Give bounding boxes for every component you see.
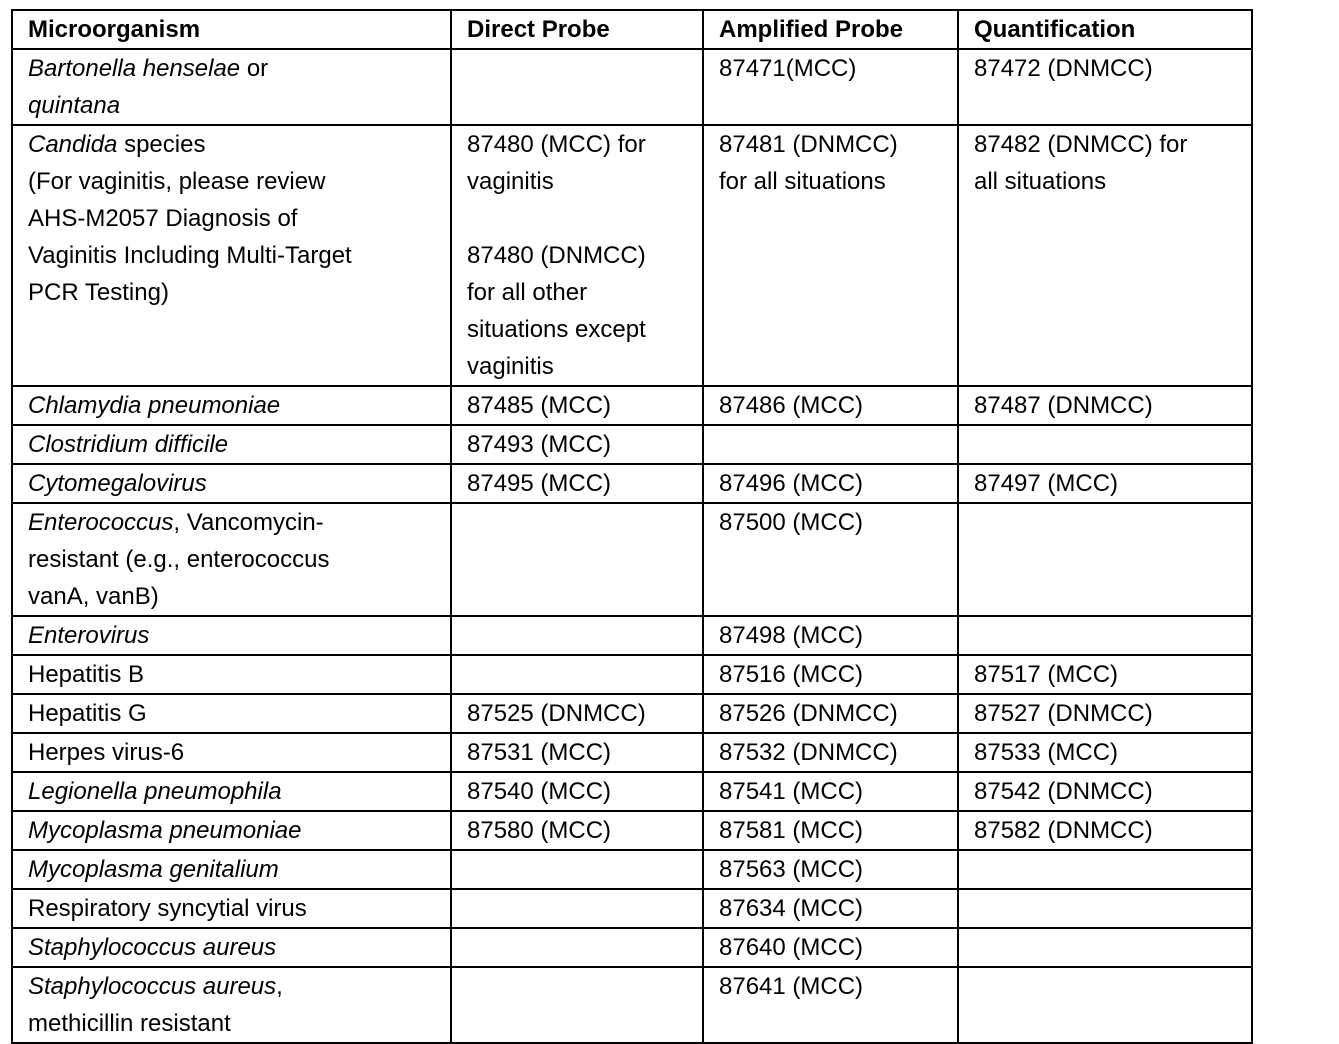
direct-probe-cell: [451, 503, 703, 616]
amplified-probe-cell: [703, 125, 958, 386]
quantification-cell: 87487 (DNMCC): [958, 386, 1252, 425]
table-row: [12, 655, 1252, 694]
quantification-cell: [958, 425, 1252, 464]
organism-name-rest: or: [240, 55, 269, 82]
amplified-probe-cell: 87500 (MCC): [703, 503, 958, 616]
microorganism-cell: Chlamydia pneumoniae: [12, 386, 451, 425]
organism-name-italic: Bartonella henselae: [28, 55, 241, 82]
cell-line: 87480 (MCC) for: [467, 131, 646, 158]
microorganism-cell: [12, 125, 451, 386]
amplified-probe-cell: 87563 (MCC): [703, 850, 958, 889]
quantification-cell: [958, 125, 1252, 386]
organism-name-rest: ,: [276, 973, 283, 1000]
organism-name-line: PCR Testing): [28, 279, 169, 306]
direct-probe-cell: 87580 (MCC): [451, 811, 703, 850]
microorganism-cell: Clostridium difficile: [12, 425, 451, 464]
microorganism-cell: Mycoplasma genitalium: [12, 850, 451, 889]
header-amplified-probe: Amplified Probe: [703, 10, 958, 49]
microorganism-cell: Hepatitis G: [12, 694, 451, 733]
direct-probe-cell: [451, 616, 703, 655]
organism-name-italic: Candida: [28, 131, 118, 158]
cell-spacer: [467, 200, 688, 237]
amplified-probe-cell: 87526 (DNMCC): [703, 694, 958, 733]
quantification-cell: 87582 (DNMCC): [958, 811, 1252, 850]
microorganism-cell: Cytomegalovirus: [12, 464, 451, 503]
cell-line: situations except: [467, 316, 646, 343]
table-row: [12, 125, 1252, 386]
quantification-cell: 87542 (DNMCC): [958, 772, 1252, 811]
quantification-cell: 87497 (MCC): [958, 464, 1252, 503]
direct-probe-cell: 87525 (DNMCC): [451, 694, 703, 733]
organism-name-line: resistant (e.g., enterococcus: [28, 546, 330, 573]
quantification-cell: 87527 (DNMCC): [958, 694, 1252, 733]
table-row: [12, 425, 1252, 464]
microorganism-cell: Enterovirus: [12, 616, 451, 655]
microorganism-cell: Respiratory syncytial virus: [12, 889, 451, 928]
header-row: [12, 10, 1252, 49]
table-row: [12, 967, 1252, 1043]
amplified-probe-cell: 87496 (MCC): [703, 464, 958, 503]
table-row: [12, 464, 1252, 503]
table-row: [12, 850, 1252, 889]
amplified-probe-cell: 87471(MCC): [703, 49, 958, 125]
microorganism-cell: Legionella pneumophila: [12, 772, 451, 811]
organism-name-line: vanA, vanB): [28, 583, 159, 610]
table-row: [12, 616, 1252, 655]
organism-name-italic: Staphylococcus aureus: [28, 973, 277, 1000]
amplified-probe-cell: 87516 (MCC): [703, 655, 958, 694]
microorganism-cell: [12, 967, 451, 1043]
direct-probe-cell: [451, 928, 703, 967]
table-row: [12, 386, 1252, 425]
cell-line: 87482 (DNMCC) for: [974, 131, 1188, 158]
header-quantification: Quantification: [958, 10, 1252, 49]
amplified-probe-cell: [703, 425, 958, 464]
quantification-cell: 87533 (MCC): [958, 733, 1252, 772]
quantification-cell: 87472 (DNMCC): [958, 49, 1252, 125]
cell-line: 87481 (DNMCC): [719, 131, 898, 158]
cell-line: for all situations: [719, 168, 886, 195]
microorganism-cell: Mycoplasma pneumoniae: [12, 811, 451, 850]
organism-name-line: (For vaginitis, please review: [28, 168, 326, 195]
quantification-cell: [958, 616, 1252, 655]
cell-line: all situations: [974, 168, 1107, 195]
table-row: [12, 772, 1252, 811]
direct-probe-cell: [451, 889, 703, 928]
cell-line: 87480 (DNMCC): [467, 242, 646, 269]
direct-probe-cell: 87493 (MCC): [451, 425, 703, 464]
header-microorganism: Microorganism: [12, 10, 451, 49]
table-row: [12, 811, 1252, 850]
cell-line: vaginitis: [467, 353, 554, 380]
quantification-cell: [958, 889, 1252, 928]
table-row: [12, 889, 1252, 928]
amplified-probe-cell: 87498 (MCC): [703, 616, 958, 655]
table-row: [12, 694, 1252, 733]
organism-name-italic: Enterococcus: [28, 509, 174, 536]
cell-line: vaginitis: [467, 168, 554, 195]
microorganism-code-table: [11, 9, 1253, 1044]
direct-probe-cell: 87531 (MCC): [451, 733, 703, 772]
direct-probe-cell: [451, 850, 703, 889]
direct-probe-cell: 87485 (MCC): [451, 386, 703, 425]
amplified-probe-cell: 87486 (MCC): [703, 386, 958, 425]
amplified-probe-cell: 87581 (MCC): [703, 811, 958, 850]
quantification-cell: 87517 (MCC): [958, 655, 1252, 694]
quantification-cell: [958, 850, 1252, 889]
quantification-cell: [958, 503, 1252, 616]
microorganism-cell: Herpes virus-6: [12, 733, 451, 772]
microorganism-cell: Staphylococcus aureus: [12, 928, 451, 967]
table-row: [12, 733, 1252, 772]
cell-line: for all other: [467, 279, 588, 306]
organism-name-rest: , Vancomycin-: [173, 509, 324, 536]
amplified-probe-cell: 87541 (MCC): [703, 772, 958, 811]
direct-probe-cell: [451, 125, 703, 386]
direct-probe-cell: [451, 967, 703, 1043]
microorganism-cell: [12, 503, 451, 616]
quantification-cell: [958, 928, 1252, 967]
organism-name-line: Vaginitis Including Multi-Target: [28, 242, 352, 269]
amplified-probe-cell: 87640 (MCC): [703, 928, 958, 967]
organism-name-line: AHS-M2057 Diagnosis of: [28, 205, 298, 232]
microorganism-cell: [12, 49, 451, 125]
amplified-probe-cell: 87532 (DNMCC): [703, 733, 958, 772]
header-direct-probe: Direct Probe: [451, 10, 703, 49]
microorganism-cell: Hepatitis B: [12, 655, 451, 694]
organism-name-rest: species: [117, 131, 206, 158]
table-row: [12, 503, 1252, 616]
table-row: [12, 49, 1252, 125]
direct-probe-cell: [451, 49, 703, 125]
direct-probe-cell: [451, 655, 703, 694]
amplified-probe-cell: 87641 (MCC): [703, 967, 958, 1043]
quantification-cell: [958, 967, 1252, 1043]
direct-probe-cell: 87540 (MCC): [451, 772, 703, 811]
direct-probe-cell: 87495 (MCC): [451, 464, 703, 503]
amplified-probe-cell: 87634 (MCC): [703, 889, 958, 928]
organism-name-line: methicillin resistant: [28, 1010, 231, 1037]
table-row: [12, 928, 1252, 967]
organism-name-line: quintana: [28, 92, 121, 119]
